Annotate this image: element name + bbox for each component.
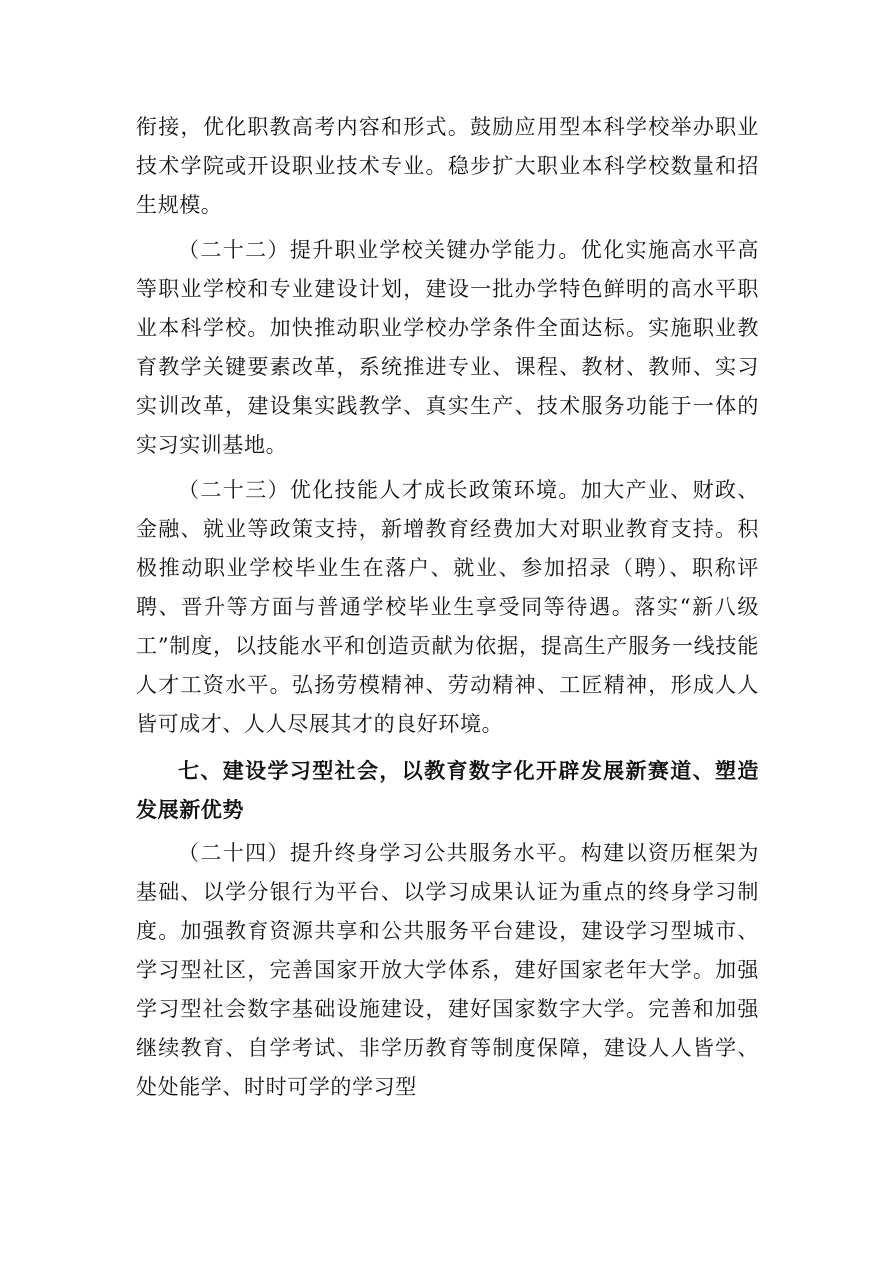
paragraph-gap	[136, 744, 759, 750]
body-paragraph-24: （二十四）提升终身学习公共服务水平。构建以资历框架为基础、以学分银行为平台、以学习成果认证为重点的终身学习制度。加强教育资源共享和公共服务平台建设，建设学习型城市、学习型社区，完善国家开放大学体系，建好国家老年大学。加强学习型社会数字基础设施建设，建好国家数字大学。完善和加强继续教育、自学考试、非学历教育等制度保障，建设人人皆学、处处能学、时时可学的学习型	[136, 841, 759, 1099]
body-paragraph-23: （二十三）优化技能人才成长政策环境。加大产业、财政、金融、就业等政策支持，新增教育经费加大对职业教育支持。积极推动职业学校毕业生在落户、就业、参加招录（聘）、职称评聘、晋升等方面与普通学校毕业生享受同等待遇。落实“新八级工”制度，以技能水平和创造贡献为依据，提高生产服务一线技能人才工资水平。弘扬劳模精神、劳动精神、工匠精神，形成人人皆可成才、人人尽展其才的良好环境。	[136, 478, 759, 736]
section-heading-7: 七、建设学习型社会，以教育数字化开辟发展新赛道、塑造发展新优势	[136, 759, 759, 822]
body-paragraph-continuation: 衔接，优化职教高考内容和形式。鼓励应用型本科学校举办职业技术学院或开设职业技术专业。稳步扩大职业本科学校数量和招生规模。	[136, 115, 759, 217]
body-paragraph-22: （二十二）提升职业学校关键办学能力。优化实施高水平高等职业学校和专业建设计划，建设一批办学特色鲜明的高水平职业本科学校。加快推动职业学校办学条件全面达标。实施职业教育教学关键要素改革，系统推进专业、课程、教材、教师、实习实训改革，建设集实践教学、真实生产、技术服务功能于一体的实习实训基地。	[136, 238, 759, 457]
document-page	[136, 108, 759, 1107]
